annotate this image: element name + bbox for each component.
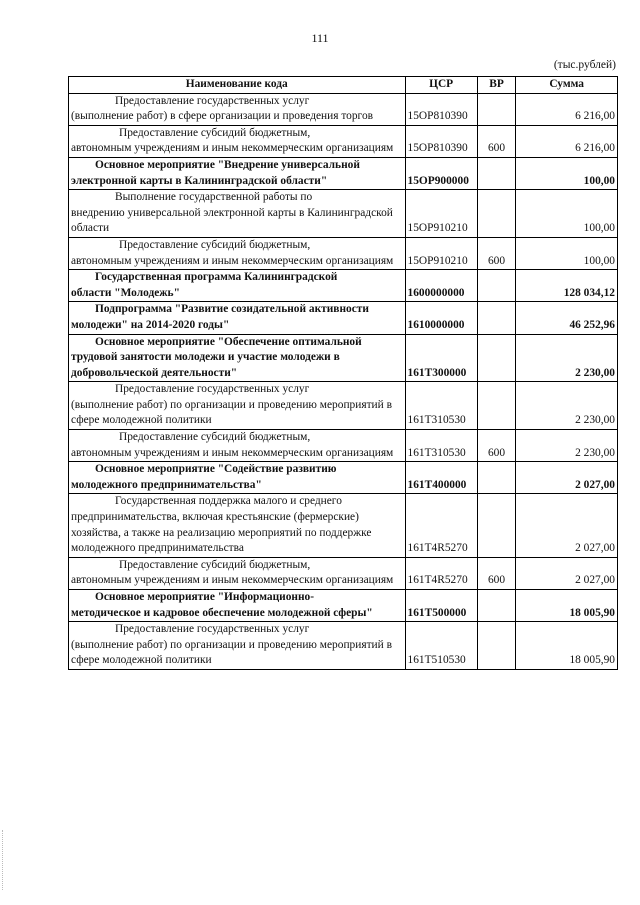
row-name-lead: Предоставление государственных услуг (115, 383, 310, 396)
row-sum: 18 005,90 (516, 622, 618, 670)
row-name (69, 125, 406, 157)
row-sum: 2 230,00 (516, 382, 618, 430)
row-name (69, 334, 406, 382)
table-row (69, 494, 618, 557)
row-vr (477, 382, 516, 430)
row-name-rest: (выполнение работ) в сфере организации и проведения торгов (71, 110, 374, 123)
row-name (69, 557, 406, 589)
row-code: 161T500000 (405, 590, 477, 622)
row-vr (477, 190, 516, 238)
table-row (69, 462, 618, 494)
page-number: 111 (311, 31, 329, 45)
row-code: 161T300000 (405, 334, 477, 382)
row-vr: 600 (477, 430, 516, 462)
table-row (69, 302, 618, 334)
row-vr (477, 590, 516, 622)
row-name-rest: автономным учреждениям и иным некоммерческим организациям (71, 574, 394, 587)
table-row (69, 157, 618, 189)
row-name-lead: Основное мероприятие "Обеспечение оптимальной (95, 335, 362, 348)
row-name-rest: (выполнение работ) по организации и проведению мероприятий в сфере молодежной политики (71, 398, 392, 427)
row-vr: 600 (477, 125, 516, 157)
table-row (69, 334, 618, 382)
row-vr (477, 270, 516, 302)
row-sum: 2 230,00 (516, 334, 618, 382)
row-code: 161T4R5270 (405, 557, 477, 589)
row-name-rest: трудовой занятости молодежи и участие молодежи в добровольческой деятельности" (71, 351, 340, 379)
row-name-rest: (выполнение работ) по организации и проведению мероприятий в сфере молодежной политики (71, 638, 392, 667)
row-sum: 100,00 (516, 237, 618, 269)
row-code: 15OP910210 (405, 237, 477, 269)
row-name (69, 430, 406, 462)
row-name-lead: Основное мероприятие "Информационно- (95, 591, 315, 603)
row-name-rest: предпринимательства, включая крестьянские (фермерские) хозяйства, а также на реализацию мероприятий по поддержке молодежного предпринимательства (71, 511, 372, 555)
row-name-lead: Предоставление субсидий бюджетным, (119, 431, 311, 444)
header-vr: ВР (477, 77, 516, 94)
row-code: 1600000000 (405, 270, 477, 302)
row-name (69, 462, 406, 494)
row-sum: 2 027,00 (516, 494, 618, 557)
row-sum: 2 230,00 (516, 430, 618, 462)
row-name-lead: Государственная программа Калининградской (95, 271, 338, 284)
table-row (69, 622, 618, 670)
table-row (69, 590, 618, 622)
row-name-rest: области "Молодежь" (71, 286, 180, 299)
row-code: 161T400000 (405, 462, 477, 494)
row-code: 1610000000 (405, 302, 477, 334)
row-vr (477, 462, 516, 494)
header-name: Наименование кода (69, 77, 406, 94)
row-name (69, 270, 406, 302)
header-code: ЦСР (405, 77, 477, 94)
row-name (69, 382, 406, 430)
margin-mark (2, 830, 4, 890)
row-name (69, 494, 406, 557)
row-sum: 128 034,12 (516, 270, 618, 302)
row-name (69, 590, 406, 622)
row-name (69, 237, 406, 269)
row-name-lead: Государственная поддержка малого и среднего (115, 495, 342, 508)
row-name-lead: Предоставление субсидий бюджетным, (119, 238, 311, 251)
row-name-lead: Подпрограмма "Развитие созидательной активности (95, 303, 369, 316)
row-name-rest: автономным учреждениям и иным некоммерческим организациям (71, 446, 394, 459)
row-vr: 600 (477, 237, 516, 269)
row-name-lead: Выполнение государственной работы по (115, 191, 313, 204)
row-name-rest: автономным учреждениям и иным некоммерческим организациям (71, 254, 394, 267)
header-sum: Сумма (516, 77, 618, 94)
table-body (69, 93, 618, 669)
row-vr (477, 622, 516, 670)
row-name-lead: Предоставление государственных услуг (115, 623, 310, 636)
row-name-rest: автономным учреждениям и иным некоммерческим организациям (71, 142, 394, 155)
row-name-rest: электронной карты в Калининградской области" (71, 174, 328, 187)
row-sum: 100,00 (516, 157, 618, 189)
table-row (69, 93, 618, 125)
row-name-lead: Основное мероприятие "Внедрение универсальной (95, 158, 360, 171)
table-row (69, 125, 618, 157)
row-name-rest: молодежного предпринимательства" (71, 478, 262, 491)
units-label: (тыс.рублей) (553, 59, 616, 71)
row-sum: 100,00 (516, 190, 618, 238)
row-vr: 600 (477, 557, 516, 589)
row-name-lead: Предоставление субсидий бюджетным, (119, 126, 311, 139)
row-sum: 46 252,96 (516, 302, 618, 334)
row-vr (477, 334, 516, 382)
row-vr (477, 302, 516, 334)
table-row (69, 557, 618, 589)
row-code: 161T510530 (405, 622, 477, 670)
row-vr (477, 93, 516, 125)
table-row (69, 190, 618, 238)
row-sum: 18 005,90 (516, 590, 618, 622)
row-name (69, 190, 406, 238)
budget-table (68, 76, 618, 670)
row-name (69, 622, 406, 670)
row-code: 161T310530 (405, 430, 477, 462)
table-row (69, 237, 618, 269)
row-name (69, 302, 406, 334)
table-row (69, 382, 618, 430)
row-name (69, 157, 406, 189)
row-sum: 6 216,00 (516, 93, 618, 125)
row-code: 161T310530 (405, 382, 477, 430)
row-code: 15OP810390 (405, 125, 477, 157)
row-code: 15OP900000 (405, 157, 477, 189)
row-name-rest: молодежи" на 2014-2020 годы" (71, 318, 230, 331)
row-sum: 2 027,00 (516, 462, 618, 494)
row-code: 15OP910210 (405, 190, 477, 238)
row-name-rest: методическое и кадровое обеспечение молодежной сферы" (71, 606, 373, 619)
row-sum: 2 027,00 (516, 557, 618, 589)
table-row (69, 270, 618, 302)
row-code: 161T4R5270 (405, 494, 477, 557)
row-name-lead: Основное мероприятие "Содействие развитию (95, 463, 337, 476)
row-vr (477, 494, 516, 557)
row-code: 15OP810390 (405, 93, 477, 125)
row-name-lead: Предоставление субсидий бюджетным, (119, 558, 311, 571)
table-header-row (69, 77, 618, 94)
row-name (69, 93, 406, 125)
row-sum: 6 216,00 (516, 125, 618, 157)
row-vr (477, 157, 516, 189)
table-row (69, 430, 618, 462)
row-name-rest: внедрению универсальной электронной карты в Калининградской области (71, 206, 393, 235)
row-name-lead: Предоставление государственных услуг (115, 94, 310, 107)
